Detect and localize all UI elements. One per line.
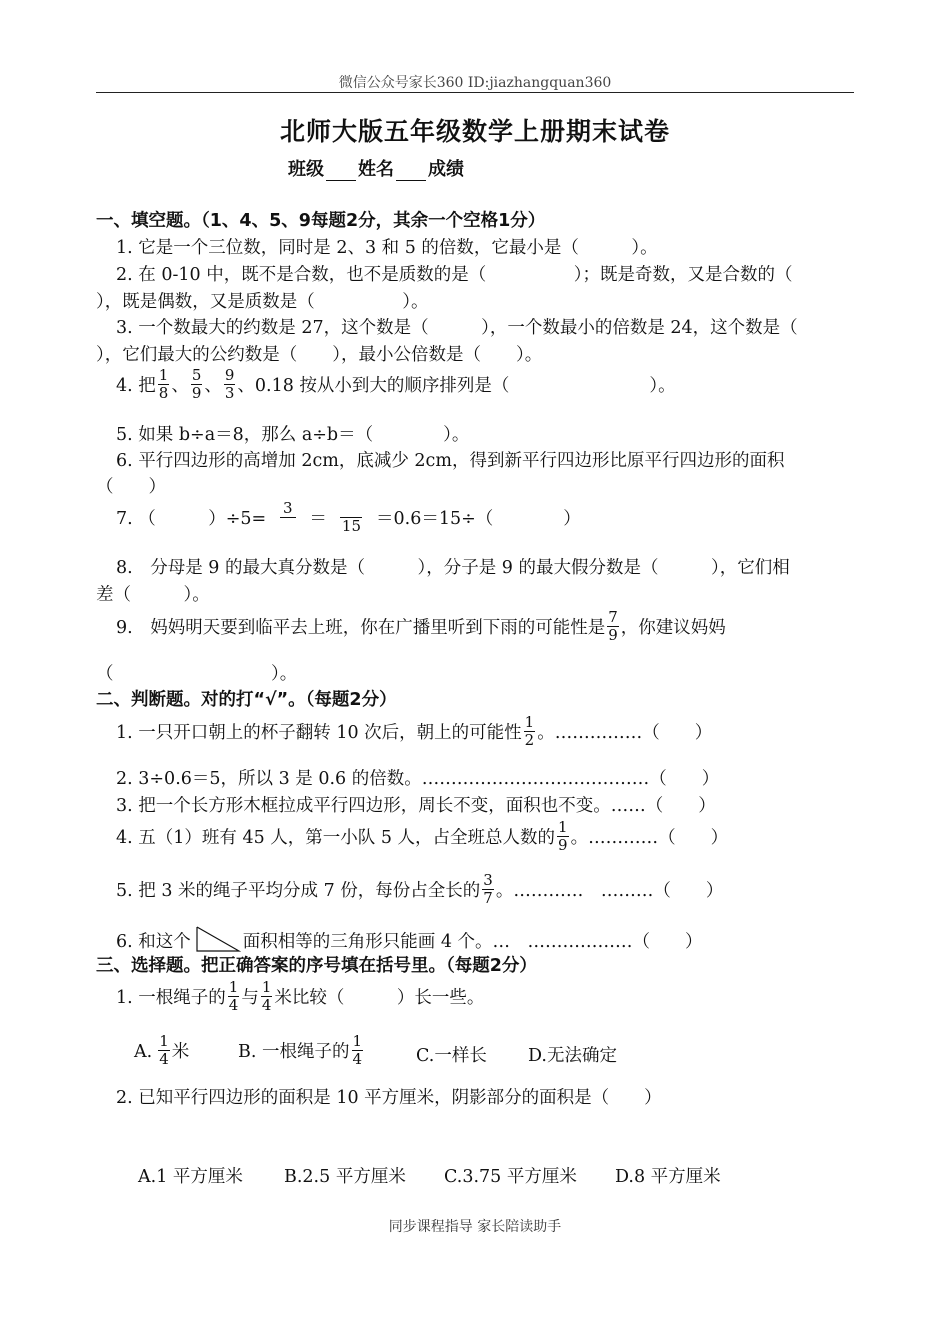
s1-q7 — [116, 499, 581, 537]
denominator: 4 — [228, 996, 239, 1014]
numerator — [340, 500, 362, 518]
s1-q2-line2: ），既是偶数，又是质数是（ ）。 — [96, 292, 429, 312]
page-footer: 同步课程指导 家长陪读助手 — [388, 1219, 562, 1235]
denominator: 9 — [558, 836, 568, 854]
s3-q2: 2. 已知平行四边形的面积是 10 平方厘米，阴影部分的面积是（ ） — [116, 1088, 662, 1108]
s3-q2-option-a[interactable]: A.1 平方厘米 — [138, 1167, 243, 1187]
s3-q2-option-d[interactable]: D.8 平方厘米 — [615, 1167, 721, 1187]
separator: 、 — [204, 376, 222, 396]
numerator: 7 — [608, 608, 618, 626]
numerator: 1 — [558, 818, 568, 836]
s1-q8-line2: 差（ ）。 — [96, 585, 210, 605]
fraction — [482, 872, 494, 907]
denominator — [280, 518, 296, 535]
s1-q6-line2: （ ） — [96, 477, 166, 497]
denominator: 4 — [261, 996, 272, 1014]
fraction — [280, 500, 296, 535]
s2-q6-post: 面积相等的三角形只能画 4 个。… ………………（ ） — [242, 932, 703, 952]
s2-q5-pre: 5. 把 3 米的绳子平均分成 7 份，每份占全长的 — [116, 881, 481, 901]
s1-q9-line1 — [116, 608, 726, 646]
page-header: 微信公众号家长360 ID:jiazhangquan360 — [338, 75, 612, 91]
s2-q6 — [116, 925, 703, 953]
equals: ＝ — [309, 509, 327, 529]
fraction — [158, 367, 170, 402]
s1-q1: 1. 它是一个三位数，同时是 2、3 和 5 的倍数，它最小是（ ）。 — [116, 238, 658, 258]
fraction — [352, 1033, 364, 1068]
s3-q2-option-b[interactable]: B.2.5 平方厘米 — [284, 1167, 406, 1187]
s1-q3-line2: ），它们最大的公约数是（ ），最小公倍数是（ ）。 — [96, 345, 543, 365]
fraction — [191, 367, 203, 402]
s2-q1-pre: 1. 一只开口朝上的杯子翻转 10 次后，朝上的可能性 — [116, 723, 522, 743]
denominator: 8 — [158, 384, 169, 402]
s3-q1-mid: 与 — [241, 988, 259, 1008]
fraction — [224, 367, 236, 402]
fraction — [340, 500, 362, 535]
section2-heading: 二、判断题。对的打“√”。（每题2分） — [96, 690, 397, 710]
s2-q1 — [116, 713, 713, 751]
denominator: 2 — [524, 731, 535, 749]
option-b-label: B. 一根绳子的 — [238, 1042, 350, 1062]
s2-q4-post: 。…………（ ） — [570, 828, 729, 848]
s2-q3: 3. 把一个长方形木框拉成平行四边形，周长不变，面积也不变。……（ ） — [116, 796, 716, 816]
s1-q4-post: 、0.18 按从小到大的顺序排列是（ ）。 — [237, 376, 676, 396]
numerator: 1 — [524, 713, 535, 731]
fraction — [607, 609, 619, 644]
numerator: 1 — [159, 1032, 169, 1050]
s3-q2-option-c[interactable]: C.3.75 平方厘米 — [444, 1167, 577, 1187]
student-info-line — [288, 155, 464, 181]
numerator: 5 — [191, 366, 202, 384]
s1-q5: 5. 如果 b÷a＝8，那么 a÷b＝（ ）。 — [116, 425, 470, 445]
s1-q4 — [116, 366, 676, 404]
s3-q1-option-a[interactable] — [134, 1032, 190, 1070]
s1-q8-line1: 8. 分母是 9 的最大真分数是（ ），分子是 9 的最大假分数是（ ），它们相 — [116, 558, 790, 578]
fraction — [228, 979, 240, 1014]
header-rule — [96, 92, 854, 93]
denominator: 4 — [159, 1050, 169, 1068]
denominator: 15 — [341, 517, 362, 535]
denominator: 4 — [352, 1050, 363, 1068]
s2-q6-pre: 6. 和这个 — [116, 932, 191, 952]
s2-q5 — [116, 871, 724, 909]
denominator: 7 — [483, 889, 493, 907]
option-a-label: A. — [134, 1042, 153, 1062]
page-title: 北师大版五年级数学上册期末试卷 — [279, 117, 670, 146]
numerator: 1 — [352, 1032, 363, 1050]
s3-q1 — [116, 978, 485, 1016]
numerator: 1 — [158, 366, 169, 384]
denominator: 3 — [224, 384, 235, 402]
s1-q3-line1: 3. 一个数最大的约数是 27，这个数是（ ），一个数最小的倍数是 24，这个数是（ — [116, 318, 798, 338]
s1-q9-post: ，你建议妈妈 — [620, 618, 726, 638]
numerator: 1 — [228, 978, 239, 996]
numerator: 3 — [483, 871, 493, 889]
s3-q1-post: 米比较（ ）长一些。 — [274, 988, 485, 1008]
s3-q1-option-b[interactable] — [238, 1032, 365, 1070]
denominator: 9 — [191, 384, 202, 402]
s2-q2: 2. 3÷0.6＝5，所以 3 是 0.6 的倍数。…………………………………（ ） — [116, 769, 720, 789]
fraction — [261, 979, 273, 1014]
s2-q4-pre: 4. 五（1）班有 45 人，第一小队 5 人，占全班总人数的 — [116, 828, 556, 848]
class-blank[interactable] — [326, 164, 356, 181]
s2-q5-post: 。………… ………（ ） — [495, 881, 724, 901]
s1-q7-pre: 7. （ ）÷5= — [116, 509, 267, 529]
name-label: 姓名 — [358, 159, 394, 180]
s3-q1-option-d[interactable]: D.无法确定 — [528, 1046, 617, 1066]
name-blank[interactable] — [396, 164, 426, 181]
s1-q9-pre: 9. 妈妈明天要到临平去上班，你在广播里听到下雨的可能性是 — [116, 618, 606, 638]
fraction — [524, 714, 536, 749]
s1-q6-line1: 6. 平行四边形的高增加 2cm，底减少 2cm，得到新平行四边形比原平行四边形的面积 — [116, 451, 785, 471]
numerator: 3 — [280, 500, 296, 518]
denominator: 9 — [608, 626, 618, 644]
fraction — [557, 819, 569, 854]
fraction — [158, 1033, 170, 1068]
s1-q7-post: ＝0.6＝15÷（ ） — [376, 509, 581, 529]
s1-q9-line2: （ ）。 — [96, 664, 298, 684]
score-label: 成绩 — [428, 159, 464, 180]
s3-q1-pre: 1. 一根绳子的 — [116, 988, 226, 1008]
triangle-figure — [193, 925, 241, 953]
s2-q4 — [116, 818, 729, 856]
numerator: 1 — [261, 978, 272, 996]
s3-q1-option-c[interactable]: C.一样长 — [416, 1046, 487, 1066]
s1-q4-pre: 4. 把 — [116, 376, 156, 396]
section1-heading: 一、填空题。（1、4、5、9每题2分，其余一个空格1分） — [96, 211, 546, 231]
class-label: 班级 — [288, 159, 324, 180]
s1-q2-line1: 2. 在 0-10 中，既不是合数，也不是质数的是（ ）；既是奇数，又是合数的（ — [116, 265, 793, 285]
separator: 、 — [171, 376, 189, 396]
option-a-unit: 米 — [171, 1042, 190, 1062]
section3-heading: 三、选择题。把正确答案的序号填在括号里。（每题2分） — [96, 956, 537, 976]
s2-q1-post: 。……………（ ） — [537, 723, 713, 743]
numerator: 9 — [224, 366, 235, 384]
